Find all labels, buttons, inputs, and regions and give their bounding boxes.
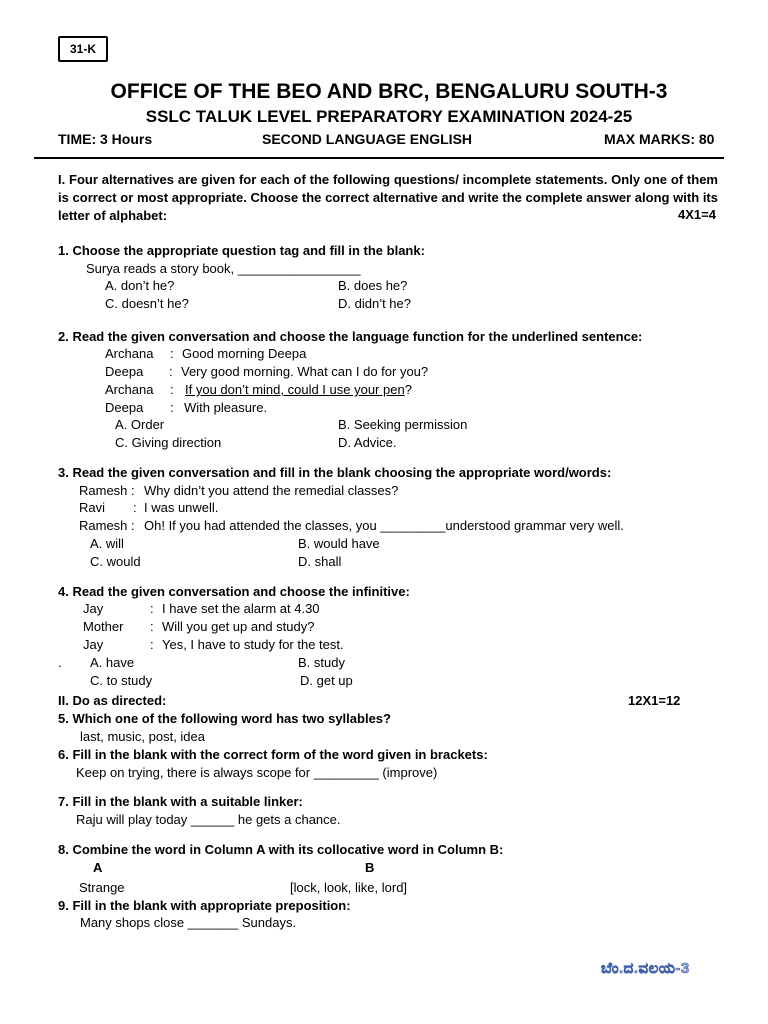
q3-option-a: A. will [90,536,124,551]
header-divider [34,157,724,159]
q2-question-mark: ? [404,382,412,397]
q2-underlined-sentence: If you don’t mind, could I use your pen [185,382,405,397]
q4-option-d: D. get up [300,673,353,688]
q3-speaker-2: Ravi [79,500,106,515]
q4-option-c: C. to study [90,673,153,688]
q4-speaker-3: Jay [83,637,104,652]
q2-line-3 [185,382,412,398]
q9-text: Many shops close _______ Sundays. [80,915,297,930]
q7-question: 7. Fill in the blank with a suitable linker: [58,794,303,809]
section2-title: II. Do as directed: [58,693,167,708]
q1-question: 1. Choose the appropriate question tag and fill in the blank: [58,243,425,258]
q4-speaker-1: Jay [83,601,104,616]
q6-question: 6. Fill in the blank with the correct form of the word given in brackets: [58,747,488,762]
q1-option-c: C. doesn’t he? [105,296,189,311]
q4-question: 4. Read the given conversation and choose the infinitive: [58,584,410,599]
section1-instruction-text: I. Four alternatives are given for each of the following questions/ incomplete statements. Only one of them is correct or most appropriate. Choose the correct alternative and write the complete answer along with its letter of alphabet: [58,172,718,223]
paper-code-box [58,36,108,62]
subject-label: SECOND LANGUAGE ENGLISH [262,131,473,147]
q3-speaker-3: Ramesh : [79,518,135,533]
q2-speaker-3: Archana [105,382,154,397]
q1-option-a: A. don’t he? [105,278,175,293]
q3-sep-2: : [133,500,137,515]
office-title: OFFICE OF THE BEO AND BRC, BENGALURU SOUTH-3 [110,80,668,103]
q4-sep-3: : [150,637,154,652]
q4-sep-1: : [150,601,154,616]
q4-line-3: Yes, I have to study for the test. [162,637,344,652]
section1-instruction [58,171,718,225]
q3-speaker-1: Ramesh : [79,483,135,498]
exam-title: SSLC TALUK LEVEL PREPARATORY EXAMINATION 2024-25 [145,107,633,126]
q1-sentence: Surya reads a story book, _________________ [86,261,361,276]
q8-column-b-words: [lock, look, like, lord] [290,880,408,895]
q2-sep-2: : [169,364,173,379]
q5-question: 5. Which one of the following word has two syllables? [58,711,391,726]
q2-speaker-4: Deepa [105,400,144,415]
section2-marks: 12X1=12 [628,693,681,708]
q3-question: 3. Read the given conversation and fill in the blank choosing the appropriate word/words: [58,465,612,480]
paper-code: 31-K [69,42,96,56]
time-label: TIME: 3 Hours [58,131,153,147]
q2-option-c: C. Giving direction [115,435,222,450]
q4-sep-2: : [150,619,154,634]
q2-option-b: B. Seeking permission [338,417,468,432]
q3-line-2: I was unwell. [144,500,219,515]
max-marks-label: MAX MARKS: 80 [604,131,715,147]
q2-option-d: D. Advice. [338,435,397,450]
q2-sep-3: : [170,382,174,397]
q2-speaker-2: Deepa [105,364,144,379]
q2-line-2: Very good morning. What can I do for you? [181,364,429,379]
q5-text: last, music, post, idea [80,729,205,744]
q2-option-a: A. Order [115,417,165,432]
q4-line-2: Will you get up and study? [162,619,315,634]
q7-text: Raju will play today ______ he gets a chance. [76,812,341,827]
q4-line-1: I have set the alarm at 4.30 [162,601,320,616]
q3-line-1: Why didn’t you attend the remedial classes? [144,483,399,498]
q3-line-3: Oh! If you had attended the classes, you _________understood grammar very well. [144,518,624,533]
q3-option-d: D. shall [298,554,342,569]
q3-option-c: C. would [90,554,141,569]
office-watermark: ಬೆಂ.ದ.ವಲಯ-3 [601,960,690,977]
q2-speaker-1: Archana [105,346,154,361]
q4-option-a: A. have [90,655,135,670]
q2-line-1: Good morning Deepa [182,346,307,361]
q2-line-4: With pleasure. [184,400,268,415]
q4-stray-dot: . [58,655,62,670]
q8-column-a-word: Strange [79,880,125,895]
q4-option-b: B. study [298,655,345,670]
q3-option-b: B. would have [298,536,380,551]
q6-text: Keep on trying, there is always scope for _________ (improve) [76,765,438,780]
q2-question: 2. Read the given conversation and choose the language function for the underlined sentence: [58,329,643,344]
q9-question: 9. Fill in the blank with appropriate preposition: [58,898,351,913]
q1-option-d: D. didn’t he? [338,296,411,311]
q2-sep-1: : [170,346,174,361]
section1-marks: 4X1=4 [678,207,716,222]
q2-sep-4: : [170,400,174,415]
q8-column-a-heading: A [93,860,103,875]
q8-question: 8. Combine the word in Column A with its collocative word in Column B: [58,842,504,857]
q8-column-b-heading: B [365,860,375,875]
q1-option-b: B. does he? [338,278,408,293]
q4-speaker-2: Mother [83,619,124,634]
